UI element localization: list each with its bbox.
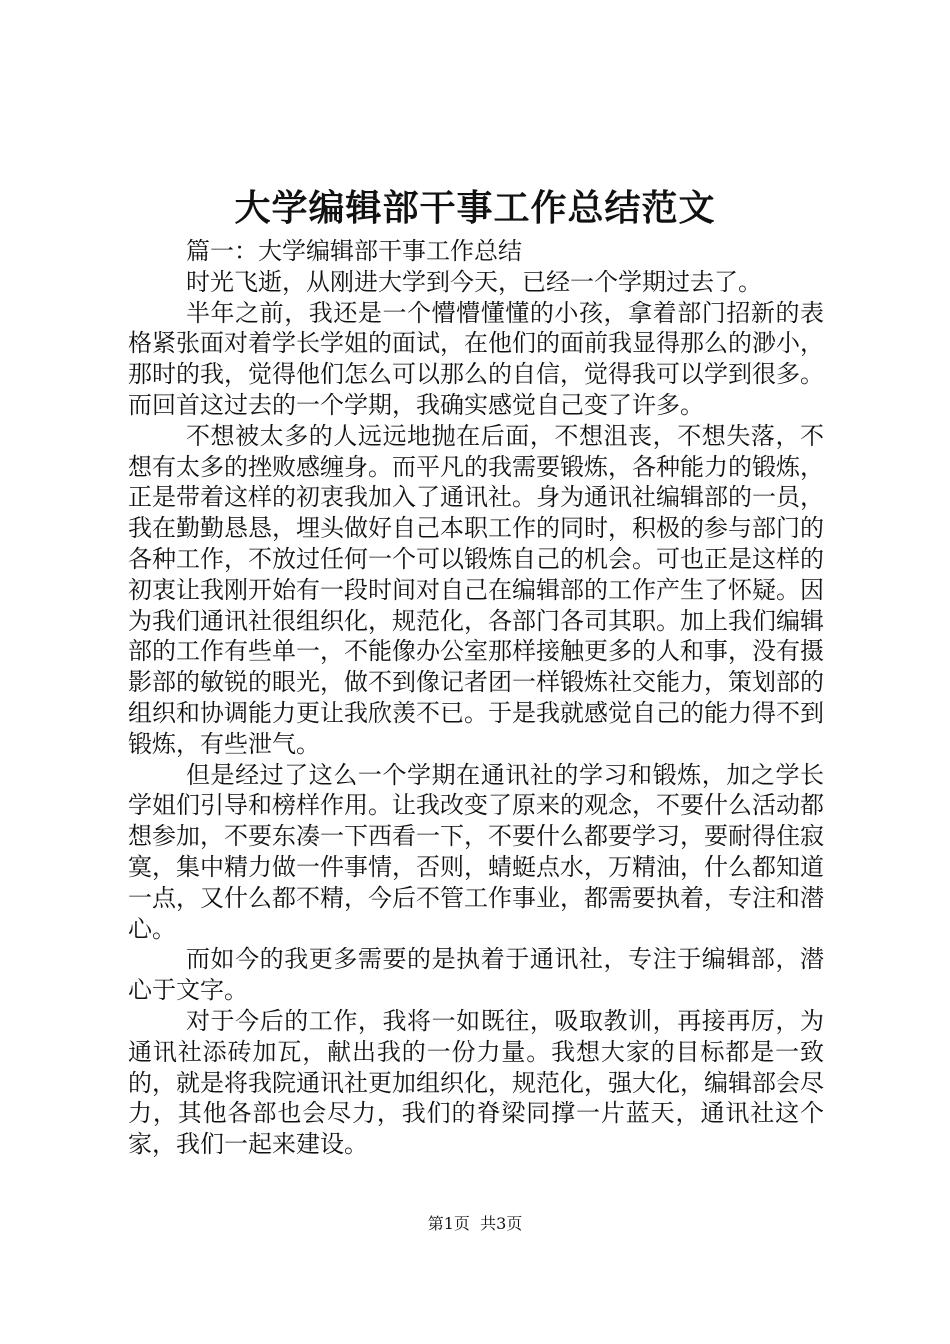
page-footer (0, 1213, 950, 1235)
paragraph: 对于今后的工作，我将一如既往，吸取教训，再接再厉，为通讯社添砖加瓦，献出我的一份力量。我想大家的目标都是一致的，就是将我院通讯社更加组织化，规范化，强大化，编辑部会尽力，其他各部也会尽力，我们的脊梁同撑一片蓝天，通讯社这个家，我们一起来建设。 (128, 1006, 824, 1159)
document-title: 大学编辑部干事工作总结范文 (234, 187, 716, 229)
paragraph: 半年之前，我还是一个懵懵懂懂的小孩，拿着部门招新的表格紧张面对着学长学姐的面试，在他们的面前我显得那么的渺小，那时的我，觉得他们怎么可以那么的自信，觉得我可以学到很多。而回首这过去的一个学期，我确实感觉自己变了许多。 (128, 298, 824, 419)
document-body (128, 236, 824, 1160)
section-heading: 篇一：大学编辑部干事工作总结 (186, 237, 522, 265)
paragraph: 但是经过了这么一个学期在通讯社的学习和锻炼，加之学长学姐们引导和榜样作用。让我改变了原来的观念，不要什么活动都想参加，不要东凑一下西看一下，不要什么都要学习，要耐得住寂寞，集中精力做一件事情，否则，蜻蜓点水，万精油，什么都知道一点，又什么都不精，今后不管工作事业，都需要执着，专注和潜心。 (128, 760, 824, 943)
paragraph: 不想被太多的人远远地抛在后面，不想沮丧，不想失落，不想有太多的挫败感缠身。而平凡的我需要锻炼，各种能力的锻炼，正是带着这样的初衷我加入了通讯社。身为通讯社编辑部的一员，我在勤勤恳恳，埋头做好自己本职工作的同时，积极的参与部门的各种工作，不放过任何一个可以锻炼自己的机会。可也正是这样的初衷让我刚开始有一段时间对自己在编辑部的工作产生了怀疑。因为我们通讯社很组织化，规范化，各部门各司其职。加上我们编辑部的工作有些单一，不能像办公室那样接触更多的人和事，没有摄影部的敏锐的眼光，做不到像记者团一样锻炼社交能力，策划部的组织和协调能力更让我欣羡不已。于是我就感觉自己的能力得不到锻炼，有些泄气。 (128, 421, 824, 758)
page-number: 第1页 (427, 1214, 470, 1233)
paragraph: 时光飞逝，从刚进大学到今天，已经一个学期过去了。 (186, 267, 762, 296)
paragraph: 而如今的我更多需要的是执着于通讯社，专注于编辑部，潜心于文字。 (128, 945, 824, 1005)
page-total: 共3页 (480, 1214, 523, 1233)
